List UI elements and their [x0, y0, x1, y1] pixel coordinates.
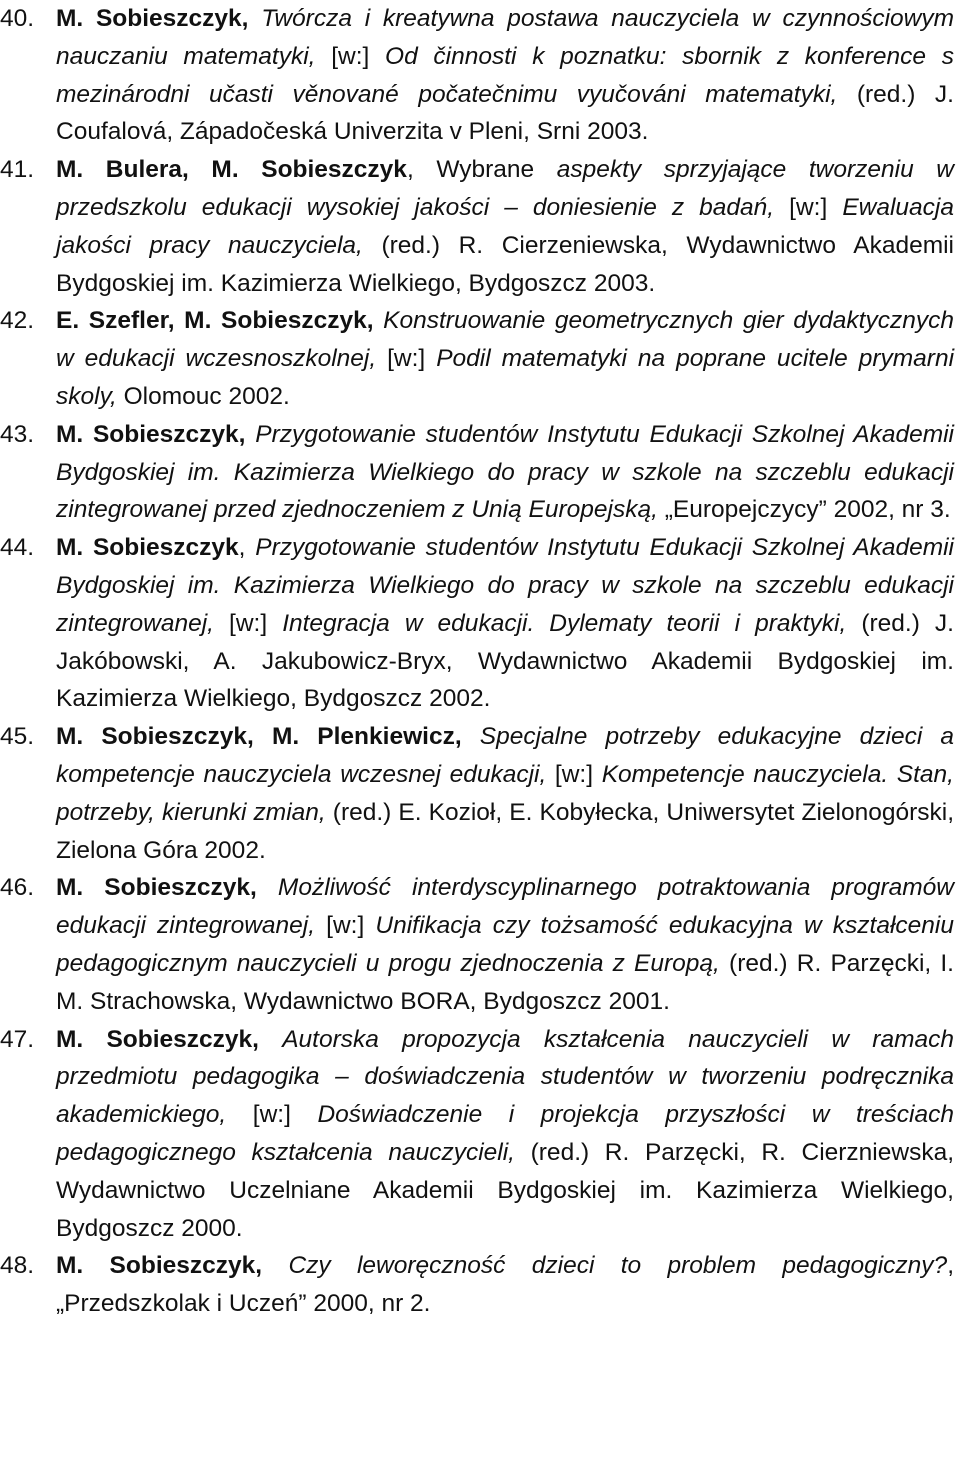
entry-text: „Europejczycy” 2002, nr 3. — [657, 496, 951, 524]
entry-text: [w:] — [774, 193, 843, 221]
entry-number: 47. — [0, 1025, 35, 1053]
entry-text: (red.) R. Parzęcki, R. Cierzniewska, Wydawnictwo Uczelniane Akademii Bydgoskiej im. Kazimierza Wielkiego, Bydgoszcz 2000. — [56, 1138, 954, 1242]
entry-text: (red.) J. Coufalová, Západočeská Univerzita v Pleni, Srni 2003. — [56, 80, 954, 146]
entry-authors: M. Sobieszczyk, M. Plenkiewicz, — [56, 723, 462, 751]
entry-number: 46. — [0, 874, 35, 902]
entry-title: Czy leworęczność dzieci to problem pedagogiczny? — [288, 1252, 948, 1280]
entry-text: , „Przedszkolak i Uczeń” 2000, nr 2. — [56, 1252, 954, 1318]
entry-title: Kompetencje nauczyciela. Stan, potrzeby, kierunki zmian, — [56, 760, 954, 826]
entry-title: Konstruowanie geometrycznych gier dydaktycznych w edukacji wczesnoszkolnej, — [56, 307, 954, 373]
entry-authors: E. Szefler, M. Sobieszczyk, — [56, 307, 374, 335]
entry-title: Autorska propozycja kształcenia nauczycieli w ramach przedmiotu pedagogika – doświadczenia studentów w tworzeniu podręcznika akademickiego, — [56, 1025, 954, 1129]
entry-authors: M. Sobieszczyk, — [56, 1025, 259, 1053]
entry-authors: M. Sobieszczyk, — [56, 420, 246, 448]
entry-text: [w:] — [315, 42, 386, 70]
entry-title: Od činnosti k poznatku: sbornik z konference s mezinárodni učasti věnované počatečnimu vyučováni matematyki, — [56, 42, 954, 108]
bibliography-entry — [0, 718, 954, 869]
entry-number: 43. — [0, 420, 35, 448]
entry-text: [w:] — [315, 912, 376, 940]
bibliography-entry — [0, 529, 954, 718]
entry-title: Integracja w edukacji. Dylematy teorii i praktyki, — [282, 609, 847, 637]
entry-number: 45. — [0, 723, 35, 751]
bibliography-entry — [0, 1021, 954, 1248]
entry-title: Unifikacja czy tożsamość edukacyjna w kształceniu pedagogicznym nauczycieli u progu zjednoczenia z Europą, — [56, 912, 955, 977]
entry-authors: M. Sobieszczyk, — [56, 5, 249, 32]
entry-text: , Wybrane — [406, 156, 557, 184]
entry-text: [w:] — [376, 345, 437, 373]
entry-number: 42. — [0, 307, 35, 335]
entry-title: Doświadczenie i projekcja przyszłości w treściach pedagogicznego kształcenia nauczycieli, — [56, 1101, 954, 1166]
entry-title: Ewaluacja jakości pracy nauczyciela, — [56, 193, 954, 259]
entry-text: [w:] — [546, 760, 602, 788]
entry-number: 48. — [0, 1252, 35, 1280]
entry-text: (red.) R. Cierzeniewska, Wydawnictwo Akademii Bydgoskiej im. Kazimierza Wielkiego, Bydgoszcz 2003. — [56, 231, 954, 297]
entry-title: Przygotowanie studentów Instytutu Edukacji Szkolnej Akademii Bydgoskiej im. Kazimierza Wielkiego do pracy w szkole na szczeblu edukacji zintegrowanej, — [56, 534, 954, 637]
entry-text: [w:] — [213, 609, 283, 637]
entry-text — [248, 5, 261, 32]
bibliography-entry — [0, 302, 954, 415]
entry-number: 44. — [0, 534, 35, 562]
entry-authors: M. Bulera, M. Sobieszczyk — [56, 156, 407, 184]
entry-authors: M. Sobieszczyk, — [56, 874, 257, 902]
entry-title: Specjalne potrzeby edukacyjne dzieci a kompetencje nauczyciela wczesnej edukacji, — [56, 723, 955, 788]
bibliography-entry — [0, 0, 954, 151]
entry-text: (red.) R. Parzęcki, I. M. Strachowska, Wydawnictwo BORA, Bydgoszcz 2001. — [56, 949, 954, 1015]
entry-title: Twórcza i kreatywna postawa nauczyciela w czynnościowym nauczaniu matematyki, — [56, 5, 954, 70]
entry-text — [374, 307, 384, 334]
bibliography-entry — [0, 416, 954, 529]
entry-text — [462, 723, 480, 750]
entry-number: 41. — [0, 156, 35, 184]
entry-text — [259, 1026, 282, 1053]
entry-number: 40. — [0, 5, 35, 32]
entry-text: [w:] — [226, 1101, 318, 1129]
entry-title: Podil matematyki na poprane ucitele prymarni skoly, — [56, 345, 955, 410]
entry-authors: M. Sobieszczyk — [56, 534, 239, 562]
entry-title: Przygotowanie studentów Instytutu Edukacji Szkolnej Akademii Bydgoskiej im. Kazimierza Wielkiego do pracy w szkole na szczeblu edukacji zintegrowanej przed zjednoczeniem z Unią Europejską, — [56, 420, 954, 524]
entry-title: aspekty sprzyjające tworzeniu w przedszkolu edukacji wysokiej jakości – doniesienie z badań, — [56, 156, 954, 221]
bibliography-entry — [0, 151, 954, 302]
entry-text — [245, 421, 255, 448]
bibliography-entry — [0, 869, 954, 1020]
entry-authors: M. Sobieszczyk, — [56, 1252, 263, 1280]
entry-text — [257, 874, 278, 901]
entry-text: (red.) E. Kozioł, E. Kobyłecka, Uniwersytet Zielonogórski, Zielona Góra 2002. — [56, 798, 955, 864]
entry-title: Możliwość interdyscyplinarnego potraktowania programów edukacji zintegrowanej, — [56, 874, 954, 940]
bibliography-entry — [0, 1247, 954, 1323]
entry-text: (red.) J. Jakóbowski, A. Jakubowicz-Bryx, Wydawnictwo Akademii Bydgoskiej im. Kazimierza Wielkiego, Bydgoszcz 2002. — [56, 609, 954, 713]
entry-text: Olomouc 2002. — [116, 382, 290, 410]
entry-text — [262, 1252, 288, 1279]
entry-text: , — [238, 534, 256, 562]
